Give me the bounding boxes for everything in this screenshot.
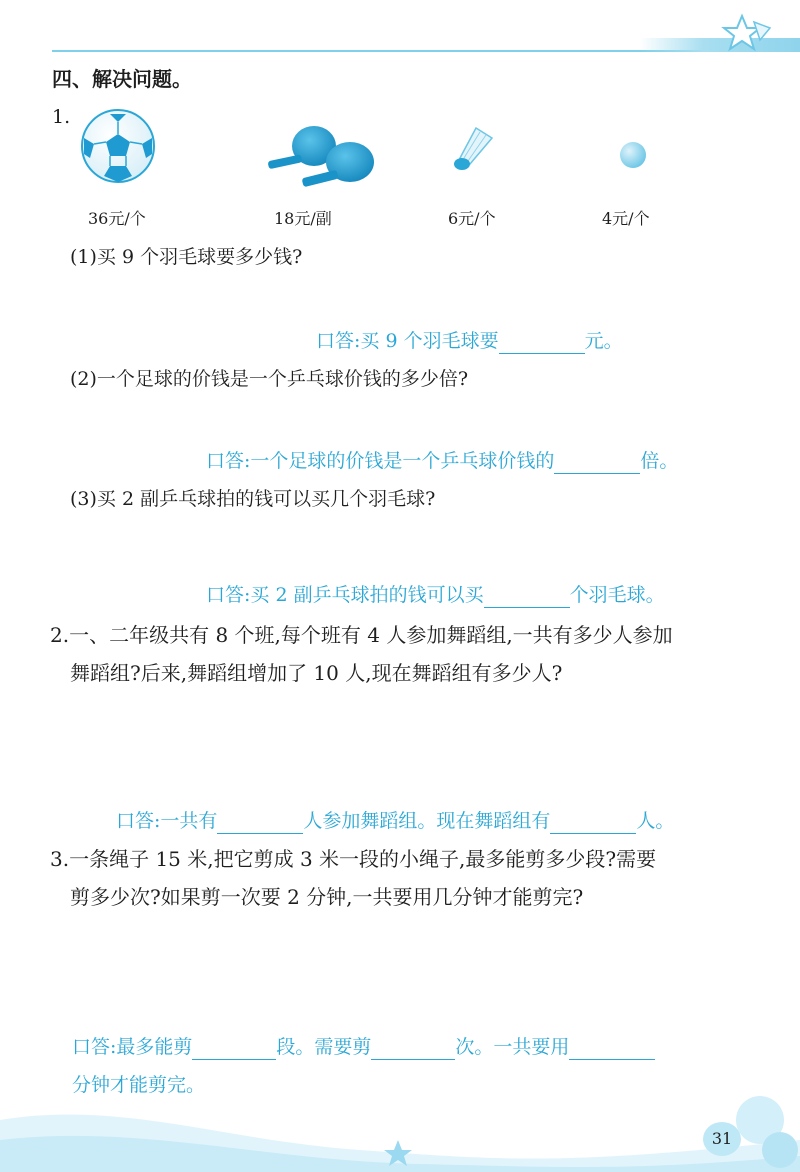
answer-label: 口答:买 2 副乒乓球拍的钱可以买 <box>206 584 484 606</box>
ping-pong-paddles-icon <box>264 124 380 194</box>
problem-2-line-1: 2.一、二年级共有 8 个班,每个班有 4 人参加舞蹈组,一共有多少人参加 <box>50 623 673 647</box>
answer-unit: 倍。 <box>640 450 679 472</box>
answer-3-line-1 <box>72 1034 655 1060</box>
price-soccer-ball: 36元/个 <box>88 209 146 228</box>
answer-text: 次。一共要用 <box>455 1036 570 1058</box>
answer-1-1 <box>316 328 623 354</box>
price-paddles: 18元/副 <box>274 209 332 228</box>
answer-unit: 人。 <box>636 810 675 832</box>
answer-2 <box>116 808 674 834</box>
shuttlecock-icon <box>446 124 496 174</box>
answer-1-3 <box>206 582 665 608</box>
bottom-wave-decoration <box>0 1080 800 1172</box>
price-ping-pong-ball: 4元/个 <box>602 209 650 228</box>
price-shuttlecock: 6元/个 <box>448 209 496 228</box>
answer-text: 段。需要剪 <box>276 1036 372 1058</box>
ping-pong-ball-icon <box>618 140 648 170</box>
answer-blank[interactable] <box>554 451 640 474</box>
answer-label: 口答:最多能剪 <box>72 1036 193 1058</box>
answer-blank-segments[interactable] <box>192 1037 276 1060</box>
answer-1-2 <box>206 448 678 474</box>
problem-3-line-2: 剪多少次?如果剪一次要 2 分钟,一共要用几分钟才能剪完? <box>70 885 584 909</box>
answer-label: 口答:一个足球的价钱是一个乒乓球价钱的 <box>206 450 555 472</box>
problem-number: 1. <box>52 106 71 128</box>
question-1-2: (2)一个足球的价钱是一个乒乓球价钱的多少倍? <box>70 368 469 390</box>
question-1-1: (1)买 9 个羽毛球要多少钱? <box>70 246 303 268</box>
answer-label: 口答:买 9 个羽毛球要 <box>316 330 499 352</box>
answer-blank-total[interactable] <box>217 811 303 834</box>
problem-2-line-2: 舞蹈组?后来,舞蹈组增加了 10 人,现在舞蹈组有多少人? <box>70 661 563 685</box>
header-rule <box>52 50 732 52</box>
soccer-ball-icon <box>80 108 156 184</box>
answer-label: 口答:一共有 <box>116 810 218 832</box>
answer-blank[interactable] <box>484 585 570 608</box>
answer-unit: 元。 <box>584 330 623 352</box>
answer-blank-now[interactable] <box>550 811 636 834</box>
answer-blank[interactable] <box>499 331 585 354</box>
section-title: 四、解决问题。 <box>52 67 192 91</box>
page-number: 31 <box>703 1122 741 1156</box>
answer-blank-cuts[interactable] <box>371 1037 455 1060</box>
answer-3-line-2: 分钟才能剪完。 <box>72 1074 206 1096</box>
star-badge-icon <box>720 12 780 56</box>
answer-text: 人参加舞蹈组。现在舞蹈组有 <box>303 810 551 832</box>
question-1-3: (3)买 2 副乒乓球拍的钱可以买几个羽毛球? <box>70 488 436 510</box>
answer-unit: 个羽毛球。 <box>569 584 665 606</box>
problem-3-line-1: 3.一条绳子 15 米,把它剪成 3 米一段的小绳子,最多能剪多少段?需要 <box>50 847 657 871</box>
answer-blank-minutes[interactable] <box>569 1037 655 1060</box>
